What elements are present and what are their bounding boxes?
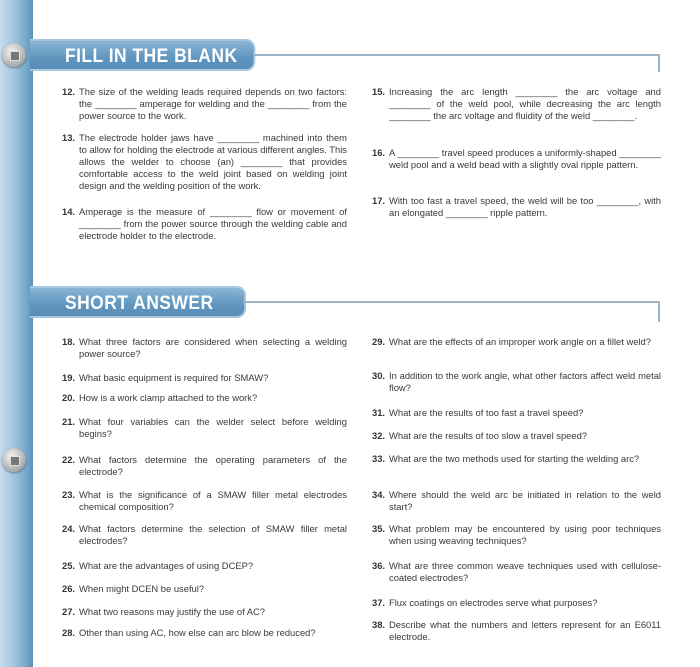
question-number: 23. bbox=[62, 489, 76, 500]
question-number: 33. bbox=[372, 453, 386, 464]
question-item bbox=[372, 489, 661, 513]
question-text: How is a work clamp attached to the work? bbox=[79, 392, 258, 403]
section-rule bbox=[658, 54, 660, 72]
question-number: 12. bbox=[62, 86, 76, 97]
section-rule bbox=[658, 301, 660, 322]
question-number: 25. bbox=[62, 560, 76, 571]
question-item bbox=[62, 606, 347, 618]
question-number: 26. bbox=[62, 583, 76, 594]
question-text: When might DCEN be useful? bbox=[79, 583, 205, 594]
question-number: 22. bbox=[62, 454, 76, 465]
question-number: 29. bbox=[372, 336, 386, 347]
question-item bbox=[62, 454, 347, 478]
question-text: What is the significance of a SMAW filler metal electrodes chemical composition? bbox=[79, 489, 347, 512]
question-item bbox=[62, 627, 347, 639]
section-rule bbox=[243, 301, 660, 303]
question-text: What basic equipment is required for SMAW? bbox=[79, 372, 269, 383]
question-number: 27. bbox=[62, 606, 76, 617]
question-item bbox=[62, 416, 347, 440]
question-number: 19. bbox=[62, 372, 76, 383]
question-number: 15. bbox=[372, 86, 386, 97]
question-item bbox=[372, 619, 661, 643]
question-number: 34. bbox=[372, 489, 386, 500]
question-number: 21. bbox=[62, 416, 76, 427]
question-text: What are the two methods used for starting the welding arc? bbox=[389, 453, 640, 464]
question-item bbox=[372, 560, 661, 584]
question-item bbox=[62, 583, 347, 595]
question-item bbox=[62, 206, 347, 242]
question-text: With too fast a travel speed, the weld will be too ________, with an elongated ________ ripple pattern. bbox=[389, 195, 661, 218]
question-text: Where should the weld arc be initiated in relation to the weld start? bbox=[389, 489, 661, 512]
page-edge-sidebar bbox=[0, 0, 33, 667]
question-item bbox=[62, 336, 347, 360]
question-number: 35. bbox=[372, 523, 386, 534]
question-text: What two reasons may justify the use of AC? bbox=[79, 606, 266, 617]
question-number: 37. bbox=[372, 597, 386, 608]
question-text: What are the results of too slow a travel speed? bbox=[389, 430, 588, 441]
question-text: What three factors are considered when selecting a welding power source? bbox=[79, 336, 347, 359]
question-item bbox=[372, 370, 661, 394]
question-text: Describe what the numbers and letters represent for an E6011 electrode. bbox=[389, 619, 661, 642]
question-item bbox=[372, 195, 661, 219]
question-text: In addition to the work angle, what other factors affect weld metal flow? bbox=[389, 370, 661, 393]
section-heading-fill-in-the-blank: FILL IN THE BLANK bbox=[30, 39, 255, 71]
question-item bbox=[372, 147, 661, 171]
question-text: Flux coatings on electrodes serve what purposes? bbox=[389, 597, 598, 608]
question-number: 30. bbox=[372, 370, 386, 381]
question-item bbox=[372, 86, 661, 122]
question-item bbox=[62, 86, 347, 122]
section-heading-short-answer: SHORT ANSWER bbox=[30, 286, 246, 318]
question-text: What factors determine the operating parameters of the electrode? bbox=[79, 454, 347, 477]
question-item bbox=[372, 523, 661, 547]
question-number: 18. bbox=[62, 336, 76, 347]
question-text: What factors determine the selection of SMAW filler metal electrodes? bbox=[79, 523, 347, 546]
question-text: What problem may be encountered by using poor techniques when using weaving techniques? bbox=[389, 523, 661, 546]
question-text: What four variables can the welder select before welding begins? bbox=[79, 416, 347, 439]
question-text: Increasing the arc length ________ the arc voltage and ________ of the weld pool, while decreasing the arc length ________ the arc voltage and fluidity of the weld ________. bbox=[389, 86, 661, 121]
question-item bbox=[62, 392, 347, 404]
question-item bbox=[372, 597, 661, 609]
question-text: What are three common weave techniques used with cellulose-coated electrodes? bbox=[389, 560, 661, 583]
question-item bbox=[62, 560, 347, 572]
question-item bbox=[62, 372, 347, 384]
question-text: The size of the welding leads required depends on two factors: the ________ amperage for welding and the ________ from the power source to the work. bbox=[79, 86, 347, 121]
question-number: 32. bbox=[372, 430, 386, 441]
question-number: 24. bbox=[62, 523, 76, 534]
binder-knob-icon bbox=[2, 43, 26, 67]
question-item bbox=[372, 430, 661, 442]
question-number: 31. bbox=[372, 407, 386, 418]
question-number: 38. bbox=[372, 619, 386, 630]
question-number: 17. bbox=[372, 195, 386, 206]
question-text: Amperage is the measure of ________ flow or movement of ________ from the power source through the welding cable and electrode holder to the electrode. bbox=[79, 206, 347, 241]
question-item bbox=[62, 489, 347, 513]
question-text: What are the effects of an improper work angle on a fillet weld? bbox=[389, 336, 651, 347]
question-item bbox=[62, 523, 347, 547]
question-number: 36. bbox=[372, 560, 386, 571]
question-text: What are the results of too fast a travel speed? bbox=[389, 407, 584, 418]
binder-knob-icon bbox=[2, 448, 26, 472]
question-number: 20. bbox=[62, 392, 76, 403]
question-item bbox=[372, 336, 661, 348]
question-text: The electrode holder jaws have ________ machined into them to allow for holding the electrode at various different angles. This allows the welder to choose (an) ________ that provides comfortable access to the weld joint based on welding joint design and the welding position of the work. bbox=[79, 132, 347, 191]
section-rule bbox=[254, 54, 660, 56]
question-item bbox=[372, 453, 661, 465]
question-text: What are the advantages of using DCEP? bbox=[79, 560, 254, 571]
question-number: 13. bbox=[62, 132, 76, 143]
question-number: 14. bbox=[62, 206, 76, 217]
question-text: Other than using AC, how else can arc blow be reduced? bbox=[79, 627, 316, 638]
question-text: A ________ travel speed produces a uniformly-shaped ________ weld pool and a weld bead with a slightly oval ripple pattern. bbox=[389, 147, 661, 170]
question-item bbox=[372, 407, 661, 419]
question-number: 28. bbox=[62, 627, 76, 638]
question-item bbox=[62, 132, 347, 192]
question-number: 16. bbox=[372, 147, 386, 158]
